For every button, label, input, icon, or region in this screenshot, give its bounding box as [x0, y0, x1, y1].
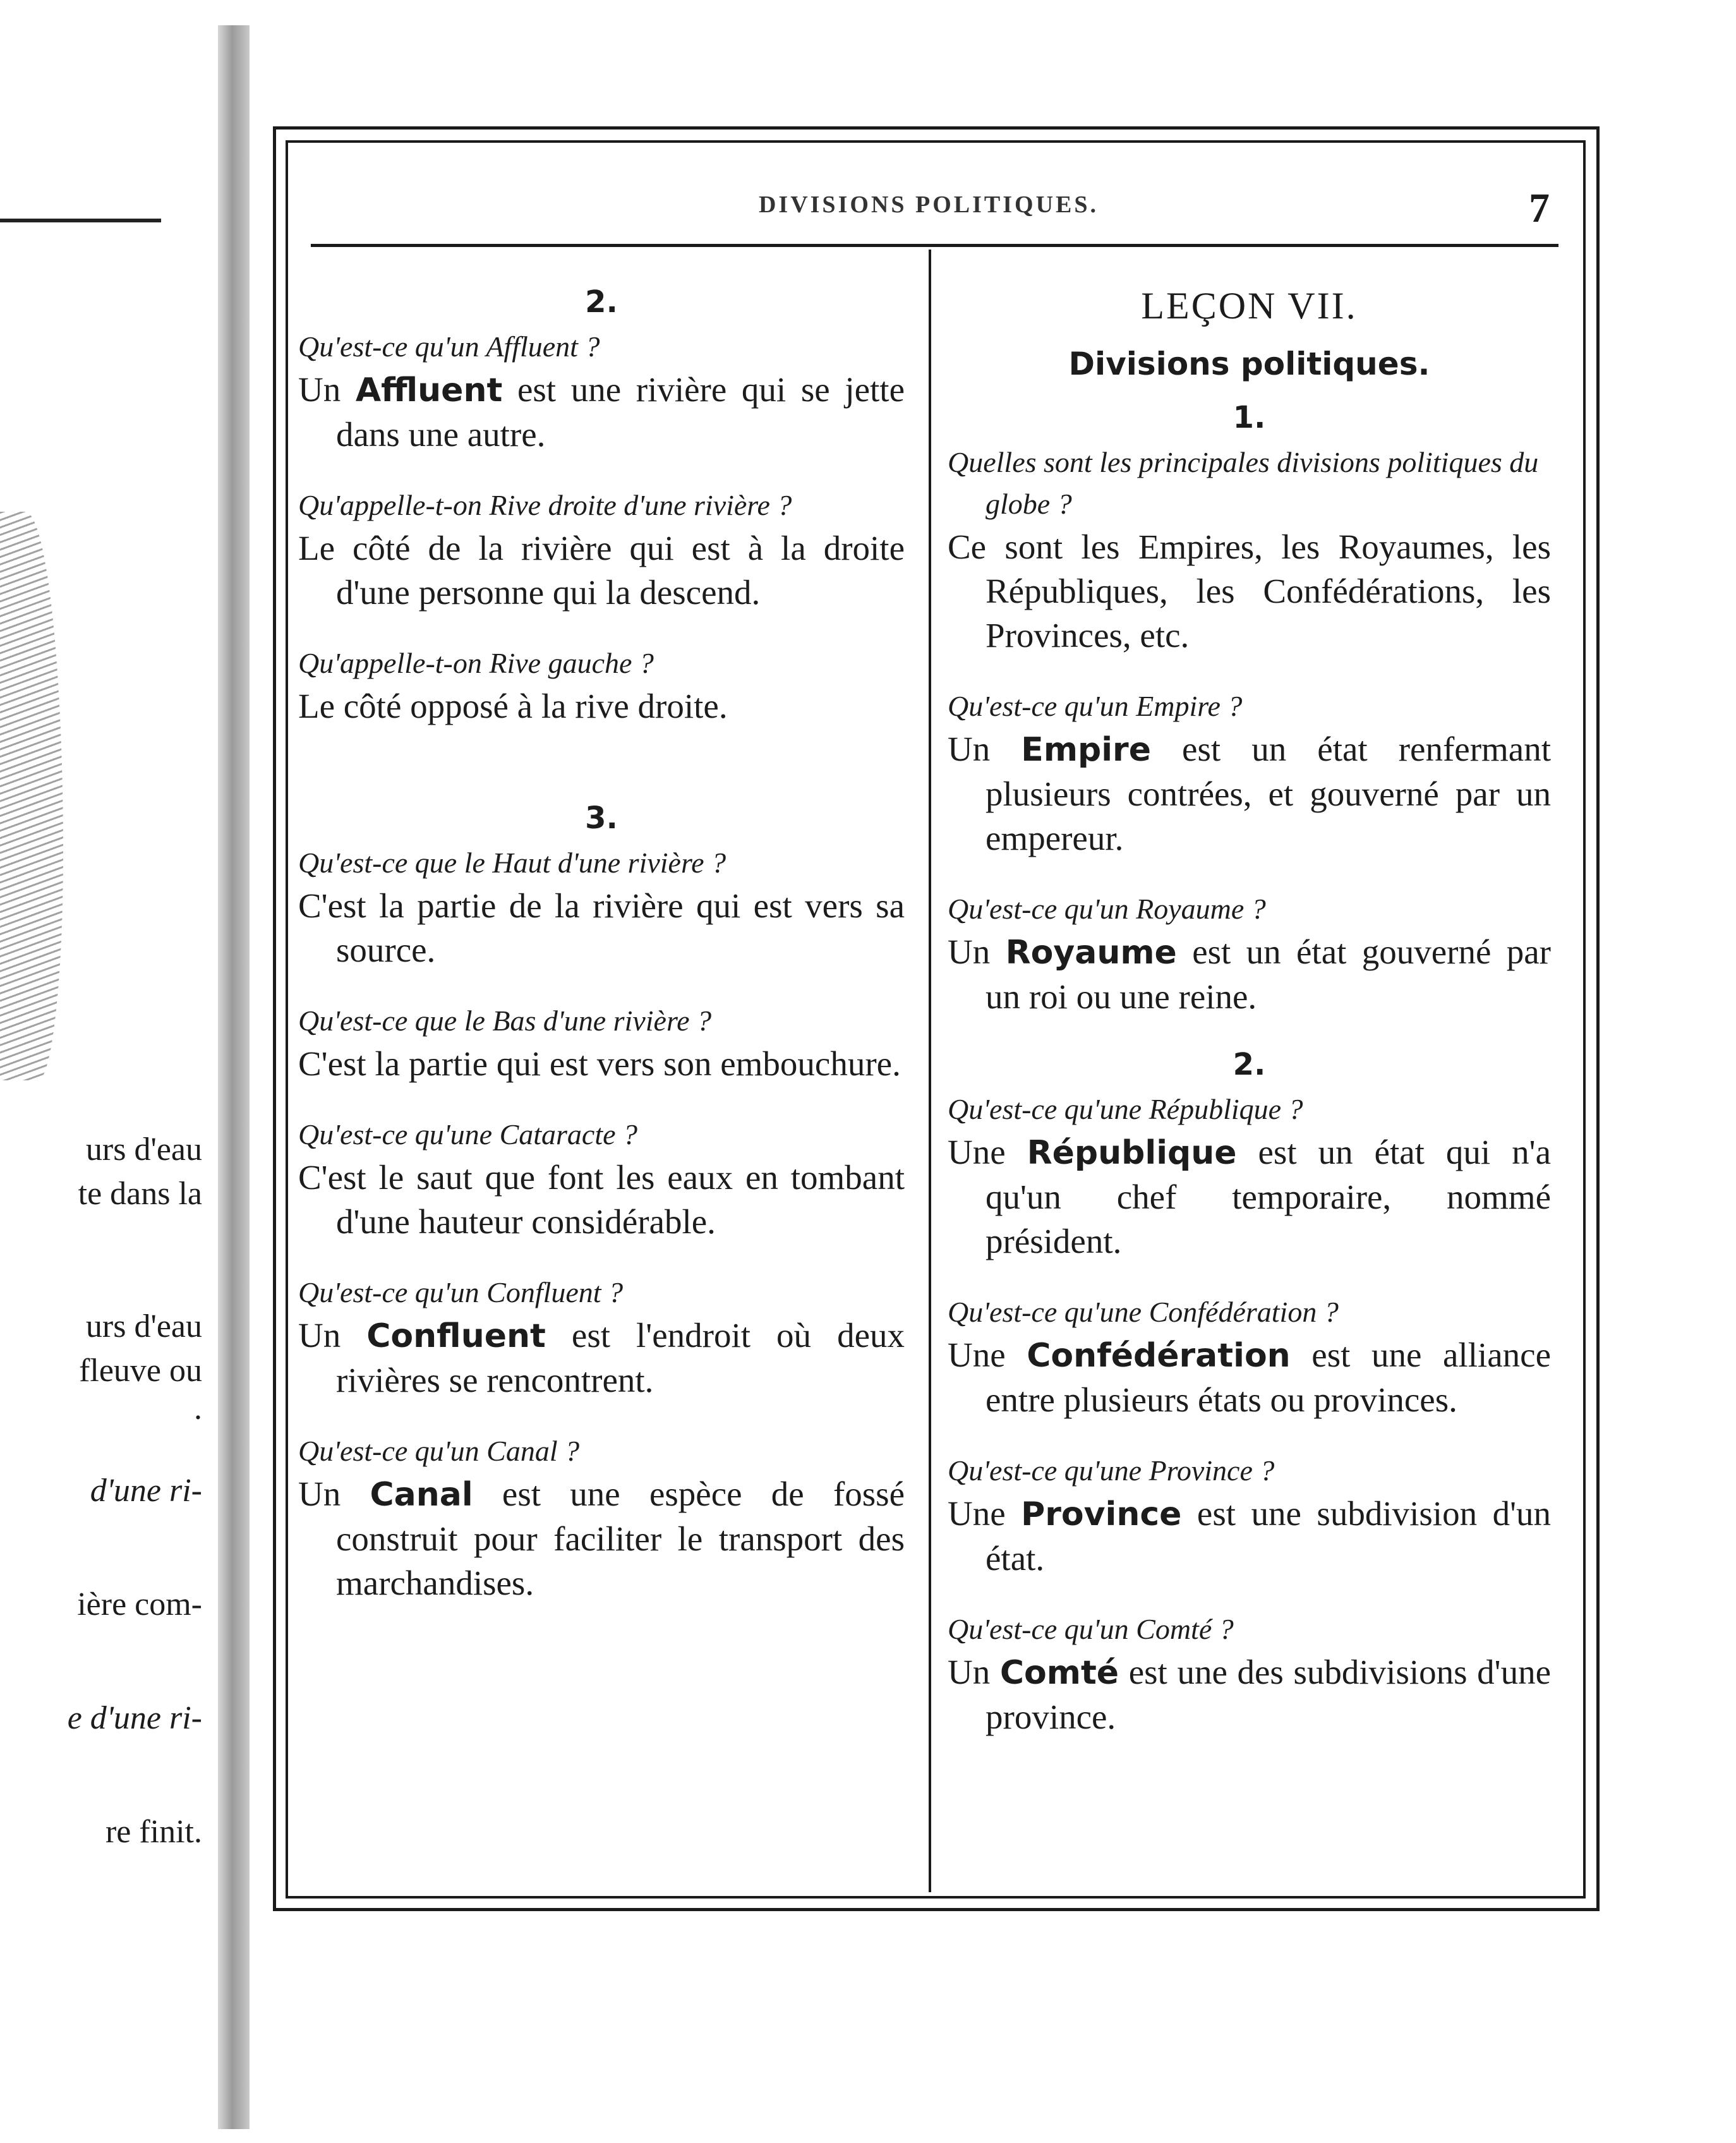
question: Qu'est-ce qu'un Royaume ?: [948, 893, 1266, 925]
fragment-text: urs d'eau: [85, 1132, 202, 1168]
term-bold: Province: [1021, 1495, 1182, 1533]
term-bold: Empire: [1021, 731, 1151, 769]
term-bold: Affluent: [355, 371, 503, 409]
fragment-text: re finit.: [105, 1814, 202, 1850]
question: Qu'est-ce qu'un Canal ?: [298, 1435, 580, 1467]
qa-confluent: [298, 1272, 905, 1403]
question: Quelles sont les principales divisions politiques du globe ?: [948, 446, 1539, 520]
section-number: 1.: [1233, 400, 1266, 435]
question: Qu'est-ce que le Bas d'une rivière ?: [298, 1005, 712, 1037]
question: Qu'est-ce qu'un Comté ?: [948, 1613, 1234, 1645]
right-column: [948, 284, 1551, 1767]
answer: Un Comté est une des subdivisions d'une province.: [948, 1653, 1551, 1736]
lesson-subtitle: Divisions politiques.: [1068, 346, 1430, 382]
fragment-text: urs d'eau: [85, 1308, 202, 1344]
left-column: [298, 284, 905, 1633]
qa-divisions: [948, 442, 1551, 658]
answer: Un Affluent est une rivière qui se jette dans une autre.: [298, 370, 905, 454]
term-bold: République: [1027, 1134, 1237, 1172]
answer: C'est le saut que font les eaux en tombant d'une hauteur considérable.: [298, 1158, 905, 1241]
section-number: 2.: [585, 284, 618, 320]
question: Qu'est-ce qu'une Confédération ?: [948, 1296, 1339, 1328]
section-number: 2.: [1233, 1047, 1266, 1082]
header-rule: [311, 244, 1558, 247]
running-head: DIVISIONS POLITIQUES.: [758, 191, 1099, 218]
previous-page-fragment: [0, 107, 222, 1977]
page-number: 7: [1529, 185, 1550, 231]
term-bold: Comté: [999, 1654, 1119, 1692]
lesson-title: LEÇON VII.: [1141, 285, 1358, 327]
answer: Ce sont les Empires, les Royaumes, les Républiques, les Confédérations, les Provinces, etc.: [948, 528, 1551, 655]
qa-royaume: [948, 888, 1551, 1019]
qa-affluent: [298, 326, 905, 457]
answer: Le côté de la rivière qui est à la droite d'une personne qui la descend.: [298, 529, 905, 612]
question: Qu'est-ce qu'un Confluent ?: [298, 1276, 624, 1308]
qa-confederation: [948, 1291, 1551, 1422]
section-number: 3.: [585, 800, 618, 836]
fragment-text: te dans la: [78, 1176, 202, 1212]
answer: Un Canal est une espèce de fossé construit pour faciliter le transport des marchandises.: [298, 1475, 905, 1602]
answer: C'est la partie de la rivière qui est vers sa source.: [298, 886, 905, 969]
answer: Un Royaume est un état gouverné par un roi ou une reine.: [948, 933, 1551, 1016]
answer: Une République est un état qui n'a qu'un chef temporaire, nommé président.: [948, 1133, 1551, 1260]
qa-cataracte: [298, 1114, 905, 1244]
term-bold: Royaume: [1005, 934, 1177, 972]
answer: Une Province est une subdivision d'un état.: [948, 1494, 1551, 1578]
question: Qu'appelle-t-on Rive gauche ?: [298, 647, 654, 679]
fragment-text: e d'une ri-: [67, 1700, 202, 1736]
qa-canal: [298, 1430, 905, 1605]
answer: Une Confédération est une alliance entre plusieurs états ou provinces.: [948, 1336, 1551, 1419]
answer: Le côté opposé à la rive droite.: [298, 687, 728, 725]
fragment-text: d'une ri-: [90, 1473, 202, 1509]
qa-comte: [948, 1609, 1551, 1739]
question: Qu'est-ce qu'une République ?: [948, 1093, 1303, 1125]
qa-haut: [298, 842, 905, 972]
book-gutter: [218, 25, 250, 2129]
answer: C'est la partie qui est vers son embouchure.: [298, 1044, 901, 1083]
question: Qu'est-ce qu'une Province ?: [948, 1454, 1275, 1487]
term-bold: Canal: [370, 1476, 473, 1514]
question: Qu'est-ce qu'une Cataracte ?: [298, 1118, 638, 1150]
question: Qu'est-ce que le Haut d'une rivière ?: [298, 847, 726, 879]
qa-province: [948, 1450, 1551, 1581]
qa-rive-gauche: [298, 643, 905, 728]
qa-rive-droite: [298, 485, 905, 615]
qa-republique: [948, 1089, 1551, 1264]
answer: Un Confluent est l'endroit où deux rivières se rencontrent.: [298, 1316, 905, 1399]
question: Qu'est-ce qu'un Affluent ?: [298, 330, 600, 363]
question: Qu'est-ce qu'un Empire ?: [948, 690, 1243, 722]
fragment-text: .: [194, 1391, 202, 1427]
term-bold: Confédération: [1027, 1337, 1291, 1375]
qa-empire: [948, 685, 1551, 860]
fragment-text: ière com-: [77, 1586, 202, 1622]
illustration-fragment: [0, 512, 63, 1080]
term-bold: Confluent: [366, 1317, 546, 1355]
question: Qu'appelle-t-on Rive droite d'une rivière ?: [298, 489, 792, 521]
fragment-text: fleuve ou: [79, 1353, 202, 1389]
column-divider: [929, 250, 931, 1892]
previous-page-rule: [0, 219, 161, 222]
qa-bas: [298, 1000, 905, 1086]
answer: Un Empire est un état renfermant plusieurs contrées, et gouverné par un empereur.: [948, 730, 1551, 857]
